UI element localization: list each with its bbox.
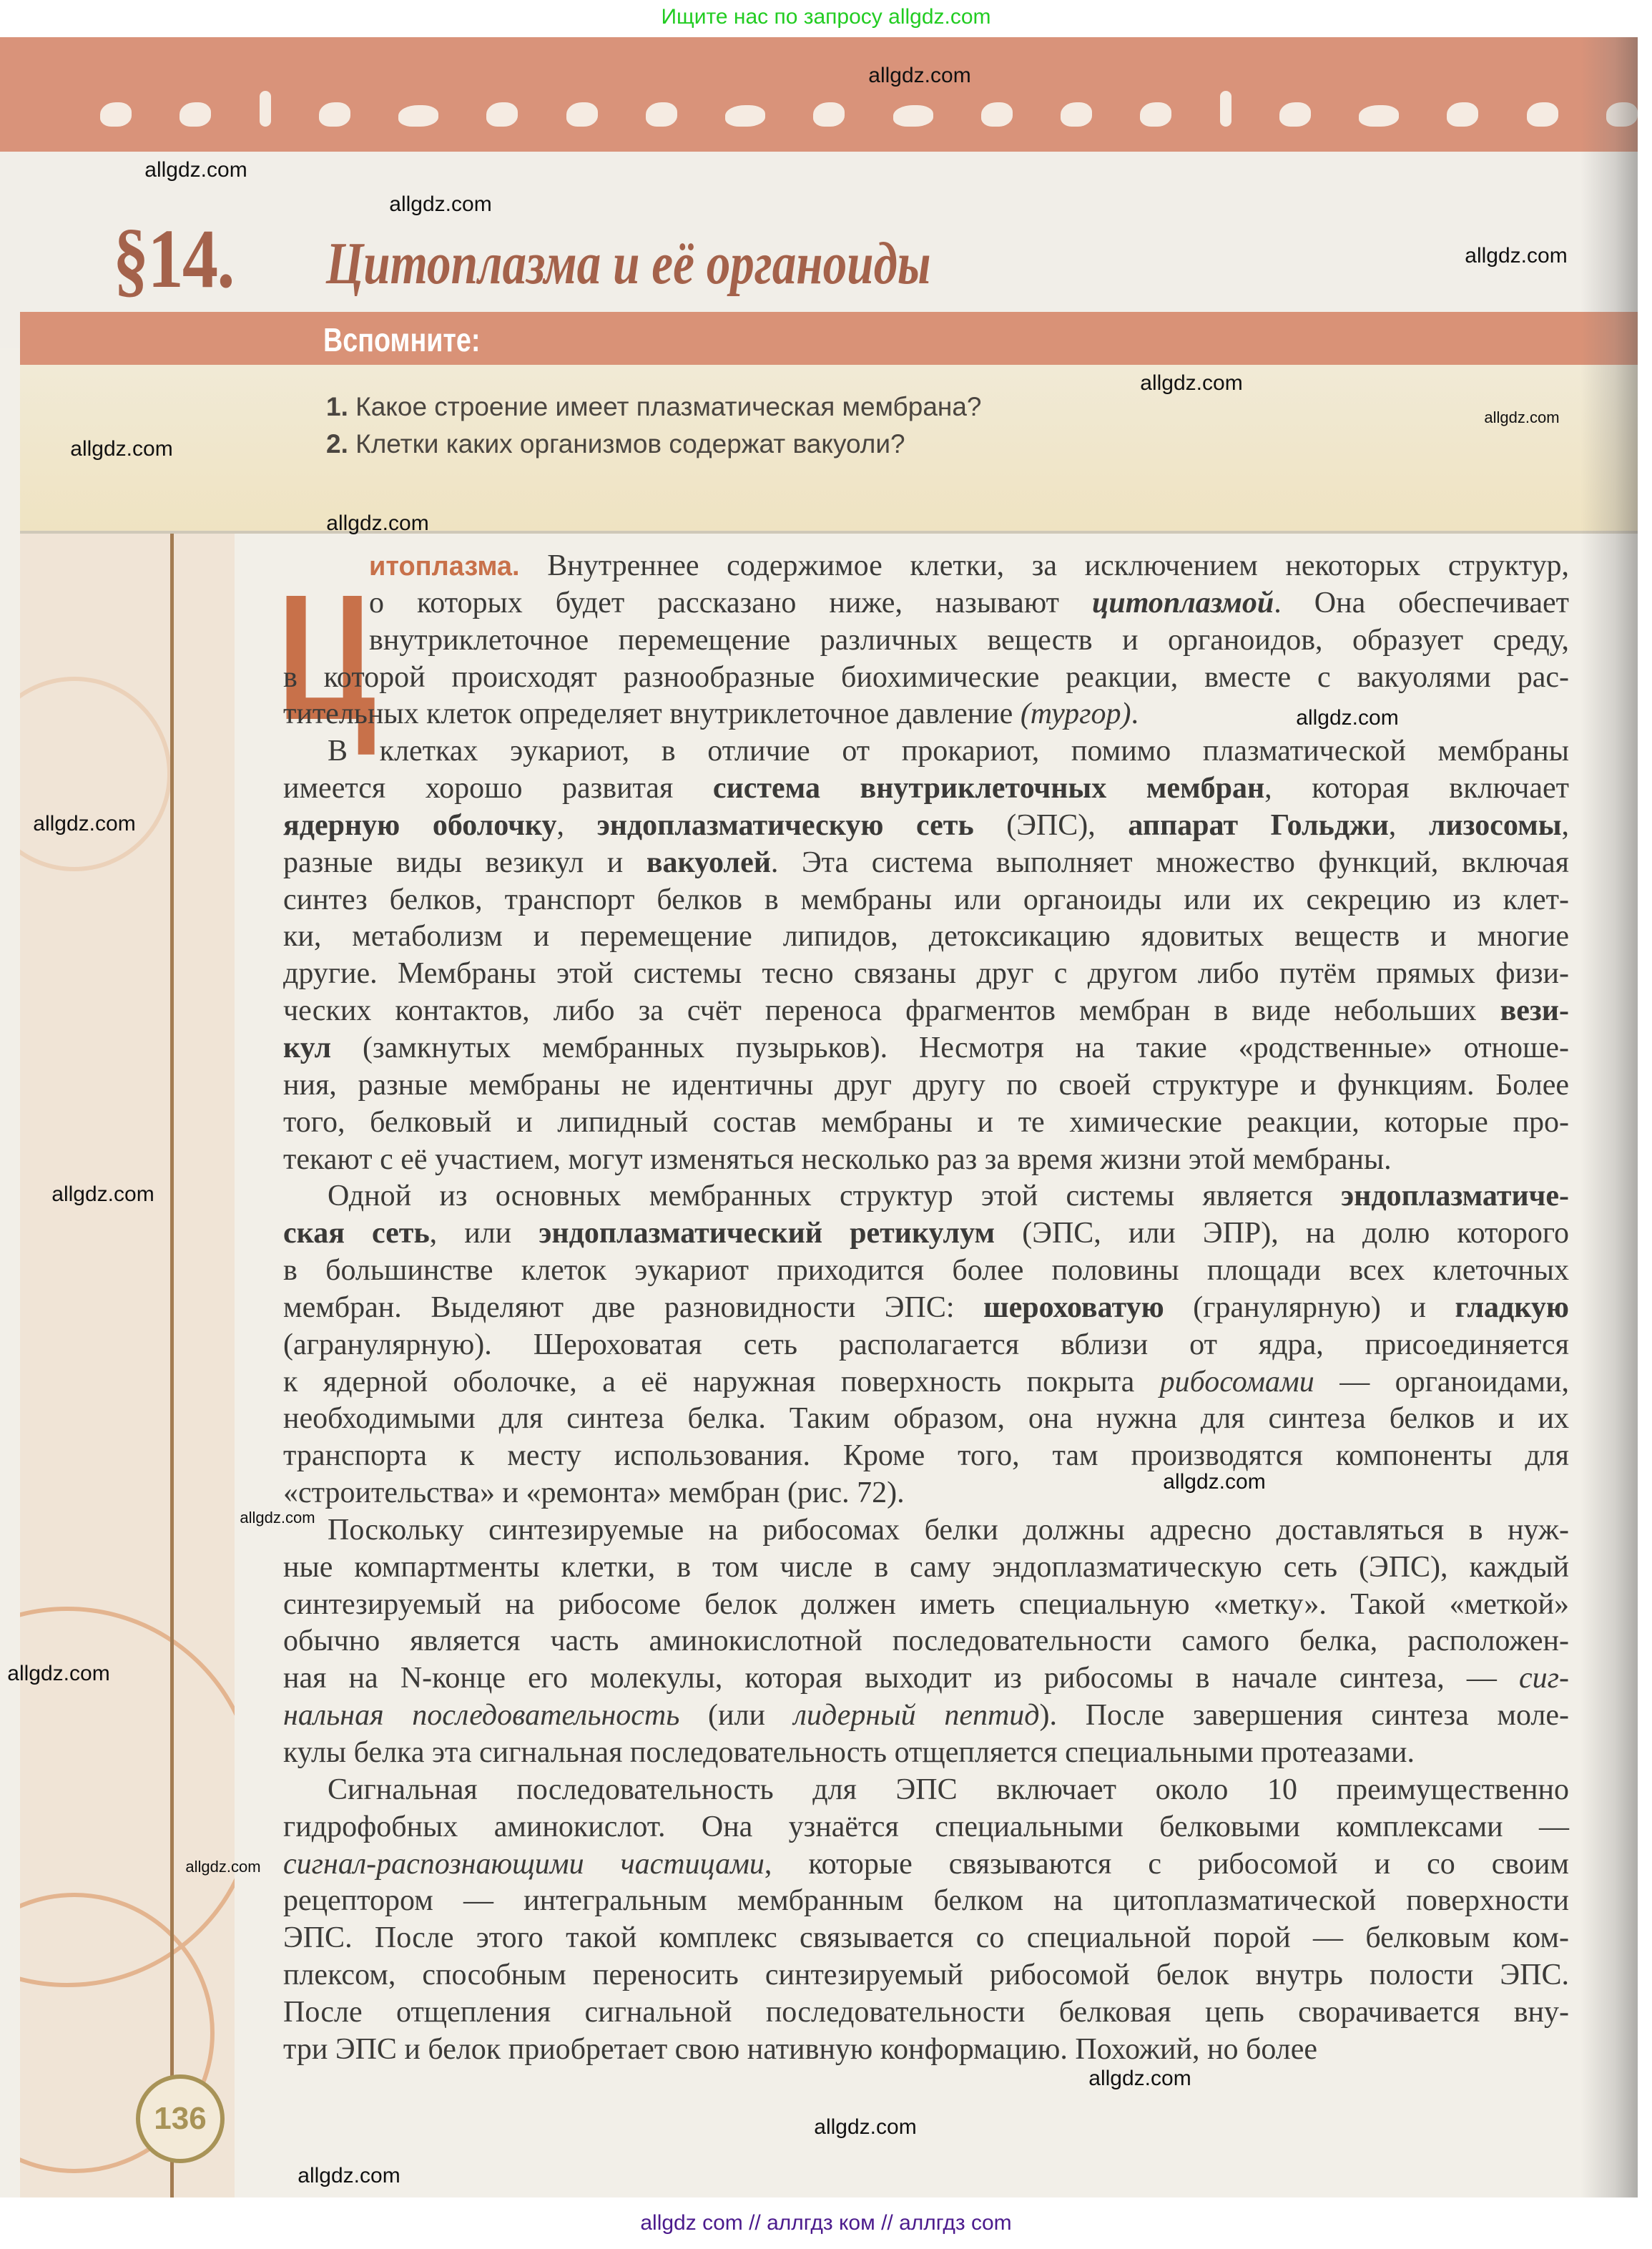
goat-silhouette-icon	[1140, 102, 1171, 127]
watermark: allgdz.com	[185, 1858, 261, 1876]
text-line	[283, 585, 1569, 622]
text-line	[283, 1587, 1569, 1624]
watermark: allgdz.com	[144, 158, 247, 182]
giraffe-silhouette-icon	[1220, 91, 1231, 127]
text-segment: (или	[679, 1699, 794, 1733]
text-segment: ные компартменты клетки, в том числе в саму эндоплазматическую сеть (ЭПС), каждый	[283, 1550, 1569, 1584]
term-italic: лидерный пептид	[793, 1699, 1040, 1733]
text-segment: в которой происходят разнообразные биохимические реакции, вместе с вакуолями рас-	[283, 660, 1569, 694]
text-segment: текают с её участием, могут изменяться несколько раз за время жизни этой мембраны.	[283, 1142, 1392, 1176]
text-line	[283, 1067, 1569, 1104]
section-number: §14.	[113, 212, 234, 305]
text-line	[283, 660, 1569, 697]
text-line	[283, 956, 1569, 993]
text-line	[283, 1623, 1569, 1660]
text-segment: «строительства» и «ремонта» мембран (рис. 72).	[283, 1476, 905, 1510]
drop-cap: Ц	[277, 557, 375, 757]
text-line	[283, 1290, 1569, 1327]
text-segment: другие. Мембраны этой системы тесно связаны друг с другом либо путём прямых физи-	[283, 957, 1569, 991]
text-line	[283, 1846, 1569, 1883]
question-number: 2.	[326, 429, 348, 459]
term-bold: гладкую	[1455, 1290, 1569, 1324]
text-line	[283, 1327, 1569, 1364]
text-segment: транспорта к месту использования. Кроме того, там производятся компоненты для	[283, 1439, 1569, 1473]
text-line	[283, 1809, 1569, 1846]
text-segment: мембран. Выделяют две разновидности ЭПС:	[283, 1290, 984, 1324]
text-segment: синтезируемый на рибосоме белок должен иметь специальную «метку». Такой «меткой»	[283, 1587, 1569, 1621]
text-line	[283, 1697, 1569, 1735]
page-number: 136	[136, 2074, 225, 2163]
text-segment: плексом, способным переносить синтезируемый рибосомой белок внутрь полости ЭПС.	[283, 1959, 1569, 1992]
text-line	[283, 993, 1569, 1030]
watermark: allgdz.com	[868, 64, 971, 87]
text-segment: (агранулярную). Шероховатая сеть располагается вблизи от ядра, присоединяется	[283, 1328, 1569, 1361]
text-line	[283, 733, 1569, 770]
text-segment: ). После завершения синтеза моле-	[1039, 1699, 1570, 1733]
text-line	[283, 1660, 1569, 1697]
watermark: allgdz.com	[51, 1182, 154, 1206]
text-line	[283, 1104, 1569, 1142]
text-segment: обычно является часть аминокислотной последовательности самого белка, расположен-	[283, 1625, 1569, 1658]
term-bold: ская сеть	[283, 1217, 430, 1250]
text-segment: того, белковый и липидный состав мембраны и те химические реакции, которые про-	[283, 1105, 1569, 1139]
text-segment: Внутреннее содержимое клетки, за исключением некоторых структур,	[519, 549, 1569, 582]
question-2	[326, 429, 905, 459]
term-bold: лизосомы	[1428, 808, 1562, 842]
text-line	[283, 2032, 1569, 2069]
text-segment: необходимыми для синтеза белка. Таким образом, она нужна для синтеза белков и их	[283, 1402, 1569, 1436]
text-line	[283, 918, 1569, 956]
text-segment: о которых будет рассказано ниже, называют	[369, 586, 1093, 619]
scorpion-silhouette-icon	[813, 102, 845, 127]
term-bold: система внутриклеточных мембран	[712, 772, 1265, 805]
text-line	[283, 1030, 1569, 1067]
text-segment: ческих контактов, либо за счёт переноса фрагментов мембран в виде небольших	[283, 994, 1500, 1028]
text-segment: (гранулярную) и	[1164, 1290, 1455, 1324]
text-segment: В клетках эукариот, в отличие от прокариот, помимо плазматической мембраны	[328, 735, 1569, 768]
term-bold: вакуолей	[646, 846, 771, 879]
text-line	[283, 1142, 1569, 1179]
watermark: allgdz.com	[1484, 408, 1560, 426]
goat-silhouette-icon	[180, 102, 211, 127]
text-line	[283, 770, 1569, 808]
text-line	[283, 1957, 1569, 1994]
cat-silhouette-icon	[1447, 102, 1478, 127]
text-line	[283, 1253, 1569, 1290]
question-text: Клетки каких организмов содержат вакуоли?	[355, 429, 905, 459]
text-segment: Одной из основных мембранных структур этой системы является	[328, 1180, 1341, 1213]
text-line	[283, 1475, 1569, 1512]
term-italic: сиг-	[1518, 1662, 1569, 1695]
term-bold: кул	[283, 1031, 332, 1064]
term-bold: эндоплазматическую сеть	[596, 808, 974, 842]
text-line	[283, 1549, 1569, 1587]
term-bold: эндоплазматический ретикулум	[539, 1217, 995, 1250]
term-bold: эндоплазматиче-	[1340, 1180, 1569, 1213]
watermark: allgdz.com	[33, 812, 136, 836]
text-segment: рецептором — интегральным мембранным белком на цитоплазматической поверхности	[283, 1884, 1569, 1918]
text-segment: внутриклеточное перемещение различных веществ и органоидов, образует среду,	[369, 623, 1569, 657]
text-segment: (замкнутых мембранных пузырьков). Несмотря на такие «родственные» отноше-	[331, 1031, 1569, 1064]
header-band	[0, 37, 1638, 152]
text-segment: Поскольку синтезируемые на рибосомах белки должны адресно доставляться в нуж-	[328, 1513, 1569, 1547]
text-segment: тительных клеток определяет внутриклеточное давление	[283, 697, 1021, 731]
text-segment: разные виды везикул и	[283, 846, 646, 879]
text-segment: кулы белка эта сигнальная последовательность отщепляется специальными протеазами.	[283, 1736, 1415, 1769]
text-segment: ная на N-конце его молекулы, которая выходит из рибосомы в начале синтеза, —	[283, 1662, 1519, 1695]
text-segment: . Эта система выполняет множество функций, включая	[770, 846, 1569, 879]
margin-decoration	[20, 534, 235, 2197]
text-line	[283, 1994, 1569, 2032]
text-segment: ния, разные мембраны не идентичны друг другу по своей структуре и функциям. Более	[283, 1068, 1569, 1102]
watermark: allgdz.com	[326, 511, 429, 535]
text-line	[283, 1512, 1569, 1549]
text-segment: , которая включает	[1264, 772, 1569, 805]
watermark: allgdz.com	[1163, 1470, 1266, 1494]
text-line	[283, 622, 1569, 660]
text-segment: три ЭПС и белок приобретает свою нативную конформацию. Похожий, но более	[283, 2032, 1318, 2066]
remember-label: Вспомните:	[323, 321, 481, 358]
insect-silhouette-icon	[1279, 102, 1311, 127]
text-line	[283, 1772, 1569, 1809]
text-line	[283, 548, 1569, 585]
text-segment: (ЭПС, или ЭПР), на долю которого	[995, 1217, 1569, 1250]
text-segment: , которые связываются с рибосомой и со своим	[764, 1847, 1569, 1881]
watermark: allgdz.com	[1140, 371, 1243, 395]
page-title: Цитоплазма и её органоиды	[326, 230, 931, 297]
text-line	[283, 1215, 1569, 1253]
watermark: allgdz.com	[240, 1509, 315, 1527]
text-segment: Сигнальная последовательность для ЭПС включает около 10 преимущественно	[328, 1773, 1569, 1806]
insect-silhouette-icon	[319, 102, 350, 127]
fish-silhouette-icon	[1061, 102, 1092, 127]
text-segment: ки, метаболизм и перемещение липидов, детоксикацию ядовитых веществ и многие	[283, 920, 1569, 954]
text-line	[283, 1883, 1569, 1920]
text-line	[283, 1735, 1569, 1772]
text-line	[283, 882, 1569, 919]
term-italic: рибосомами	[1159, 1365, 1314, 1398]
text-segment: имеется хорошо развитая	[283, 772, 713, 805]
rhino-silhouette-icon	[1359, 105, 1399, 127]
bird-silhouette-icon	[981, 102, 1013, 127]
antelope-silhouette-icon	[1527, 102, 1558, 127]
watermark: allgdz.com	[70, 437, 173, 461]
search-banner: Ищите нас по запросу allgdz.com	[661, 5, 991, 29]
text-segment: в большинстве клеток эукариот приходится более половины площади всех клеточных	[283, 1254, 1569, 1288]
cat-silhouette-icon	[486, 102, 518, 127]
text-segment: После отщепления сигнальной последовательности белковая цепь сворачивается вну-	[283, 1995, 1569, 2029]
animal-silhouette-row	[100, 91, 1638, 127]
watermark: allgdz.com	[1465, 244, 1568, 268]
text-segment: ,	[556, 808, 597, 842]
watermark: allgdz.com	[389, 192, 492, 216]
text-segment: к ядерной оболочке, а её наружная поверхность покрыта	[283, 1365, 1160, 1398]
question-number: 1.	[326, 392, 348, 421]
term-bold: аппарат Гольджи	[1128, 808, 1389, 842]
margin-rule	[170, 534, 174, 2197]
text-segment: гидрофобных аминокислот. Она узнаётся специальными белковыми комплексами —	[283, 1810, 1569, 1843]
remember-band	[20, 312, 1638, 365]
watermark: allgdz.com	[1296, 706, 1399, 730]
lead-word: итоплазма.	[369, 552, 520, 582]
term-italic: сигнал-распознающими частицами	[283, 1847, 764, 1881]
text-segment: ,	[1388, 808, 1429, 842]
text-segment: , или	[429, 1217, 539, 1250]
text-line	[283, 1920, 1569, 1957]
text-line	[283, 1364, 1569, 1401]
text-segment: — органоидами,	[1314, 1365, 1570, 1398]
body-text	[283, 548, 1569, 2069]
rhino-silhouette-icon	[398, 105, 438, 127]
watermark: allgdz.com	[7, 1662, 110, 1685]
question-1	[326, 392, 982, 422]
text-line	[283, 1178, 1569, 1215]
watermark: allgdz.com	[1088, 2067, 1191, 2090]
decorative-arc	[20, 677, 172, 871]
fish-silhouette-icon	[100, 102, 132, 127]
watermark: allgdz.com	[814, 2115, 917, 2139]
butterfly-silhouette-icon	[646, 102, 677, 127]
text-line	[283, 1401, 1569, 1438]
term-bold: шероховатую	[983, 1290, 1164, 1324]
giraffe-silhouette-icon	[260, 91, 271, 127]
zebra-silhouette-icon	[893, 105, 933, 127]
term-italic: нальная последовательность	[283, 1699, 680, 1733]
text-segment: .	[1131, 697, 1139, 731]
text-segment: (ЭПС),	[973, 808, 1129, 842]
term-bold: вези-	[1500, 994, 1569, 1028]
text-segment: ,	[1561, 808, 1569, 842]
text-line	[283, 808, 1569, 845]
watermark: allgdz.com	[298, 2164, 400, 2187]
text-segment: синтез белков, транспорт белков в мембраны или органоиды или их секрецию из клет-	[283, 883, 1569, 916]
text-segment: ЭПС. После этого такой комплекс связывается со специальной порой — белковым ком-	[283, 1921, 1569, 1955]
text-line	[283, 845, 1569, 882]
antelope-silhouette-icon	[566, 102, 598, 127]
text-segment: . Она обеспечивает	[1274, 586, 1570, 619]
term-italic: (тургор)	[1020, 697, 1131, 731]
page-fold-shadow	[1580, 37, 1638, 2197]
footer-links: allgdz com // аллгдз ком // аллгдз com	[640, 2211, 1012, 2235]
question-text: Какое строение имеет плазматическая мембрана?	[355, 392, 982, 421]
bison-silhouette-icon	[725, 105, 765, 127]
text-line	[283, 1438, 1569, 1475]
term-bold: цитоплазмой	[1092, 586, 1274, 619]
term-bold: ядерную оболочку	[283, 808, 557, 842]
